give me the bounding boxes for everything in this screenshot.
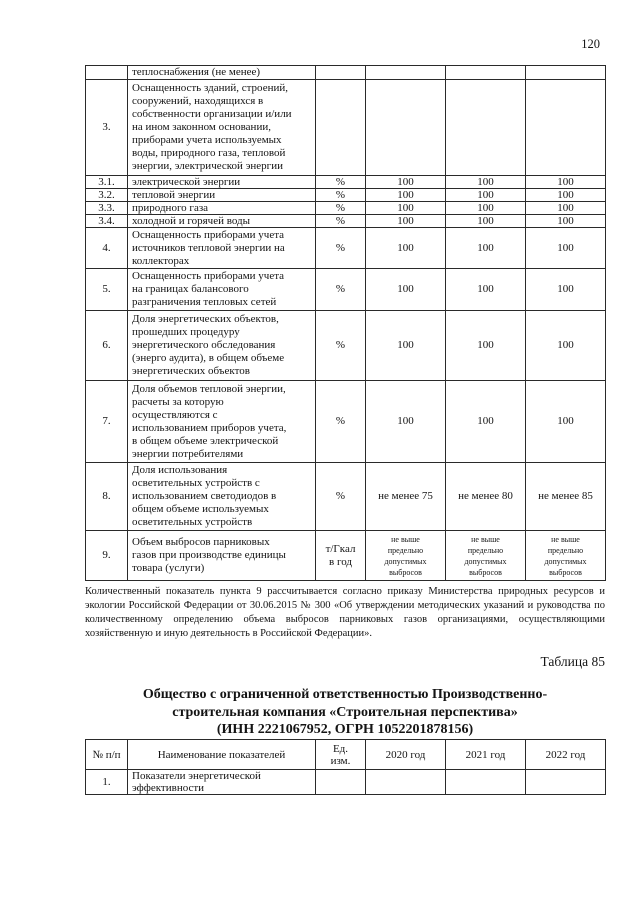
- value-cell: не менее 80: [446, 463, 526, 531]
- value-cell: 100: [526, 269, 606, 311]
- row-number-cell: 3.2.: [86, 189, 128, 202]
- value-cell: [446, 80, 526, 176]
- table-row: [86, 66, 606, 80]
- table-row: [86, 770, 606, 795]
- value-cell: не менее 75: [366, 463, 446, 531]
- table-row: [86, 531, 606, 581]
- value-cell: 100: [446, 202, 526, 215]
- indicators-table-85: [85, 739, 606, 795]
- value-cell: [366, 770, 446, 795]
- table-row: [86, 228, 606, 269]
- table-row: [86, 311, 606, 381]
- value-cell: 100: [526, 311, 606, 381]
- indicator-name-cell: Показатели энергетической эффективности: [128, 770, 316, 795]
- row-number-cell: 1.: [86, 770, 128, 795]
- value-cell: 100: [526, 202, 606, 215]
- value-cell: [366, 80, 446, 176]
- table-row: [86, 176, 606, 189]
- row-number-cell: 8.: [86, 463, 128, 531]
- value-cell: 100: [366, 228, 446, 269]
- table-row: [86, 202, 606, 215]
- value-cell: 100: [366, 215, 446, 228]
- value-cell: 100: [366, 202, 446, 215]
- value-cell: 100: [446, 311, 526, 381]
- unit-cell: %: [316, 381, 366, 463]
- value-cell: 100: [526, 381, 606, 463]
- unit-cell: %: [316, 176, 366, 189]
- value-cell: 100: [366, 381, 446, 463]
- value-cell: [446, 66, 526, 80]
- header-indicator-name: Наименование показателей: [128, 740, 316, 770]
- unit-cell: [316, 80, 366, 176]
- indicator-name-cell: природного газа: [128, 202, 316, 215]
- value-cell: 100: [446, 189, 526, 202]
- unit-cell: %: [316, 202, 366, 215]
- value-cell: 100: [526, 176, 606, 189]
- value-cell: 100: [526, 189, 606, 202]
- row-number-cell: 9.: [86, 531, 128, 581]
- unit-cell: %: [316, 189, 366, 202]
- indicator-name-cell: Оснащенность приборами учета источников тепловой энергии на коллекторах: [128, 228, 316, 269]
- indicator-name-cell: Оснащенность приборами учета на границах балансового разграничения тепловых сетей: [128, 269, 316, 311]
- row-number-cell: 3.3.: [86, 202, 128, 215]
- table-caption: Таблица 85: [540, 654, 605, 669]
- header-year-2020: 2020 год: [366, 740, 446, 770]
- indicator-name-cell: теплоснабжения (не менее): [128, 66, 316, 80]
- indicator-name-cell: холодной и горячей воды: [128, 215, 316, 228]
- row-number-cell: 3.: [86, 80, 128, 176]
- value-cell: 100: [366, 311, 446, 381]
- indicator-name-cell: Объем выбросов парниковых газов при производстве единицы товара (услуги): [128, 531, 316, 581]
- indicator-name-cell: тепловой энергии: [128, 189, 316, 202]
- organization-heading: Общество с ограниченной ответственностью Производственно- строительная компания «Строительная перспектива» (ИНН 2221067952, ОГРН 1052201878156): [142, 687, 548, 737]
- unit-cell: %: [316, 463, 366, 531]
- value-cell: 100: [446, 269, 526, 311]
- table-row: [86, 215, 606, 228]
- indicators-table-continued: [85, 65, 606, 581]
- value-cell: не выше предельно допустимых выбросов: [366, 531, 446, 581]
- value-cell: 100: [446, 176, 526, 189]
- value-cell: [526, 770, 606, 795]
- indicator-name-cell: Доля объемов тепловой энергии, расчеты за которую осуществляются с использованием приборов учета, в общем объеме электрической энергии потребителями: [128, 381, 316, 463]
- header-year-2022: 2022 год: [526, 740, 606, 770]
- value-cell: 100: [446, 381, 526, 463]
- table-row: [86, 189, 606, 202]
- unit-cell: [316, 66, 366, 80]
- row-number-cell: 5.: [86, 269, 128, 311]
- value-cell: [366, 66, 446, 80]
- indicator-name-cell: Доля использования осветительных устройств с использованием светодиодов в общем объеме используемых осветительных устройств: [128, 463, 316, 531]
- value-cell: 100: [366, 189, 446, 202]
- unit-cell: %: [316, 215, 366, 228]
- indicator-name-cell: Доля энергетических объектов, прошедших процедуру энергетического обследования (энерго аудита), в общем объеме энергетических объектов: [128, 311, 316, 381]
- value-cell: 100: [446, 228, 526, 269]
- value-cell: 100: [366, 269, 446, 311]
- table-row: [86, 269, 606, 311]
- value-cell: 100: [526, 228, 606, 269]
- value-cell: [526, 80, 606, 176]
- unit-cell: %: [316, 228, 366, 269]
- table-header-row: [86, 740, 606, 770]
- row-number-cell: 3.1.: [86, 176, 128, 189]
- row-number-cell: 6.: [86, 311, 128, 381]
- header-unit: Ед. изм.: [316, 740, 366, 770]
- unit-cell: %: [316, 269, 366, 311]
- unit-cell: т/Гкал в год: [316, 531, 366, 581]
- value-cell: [526, 66, 606, 80]
- footnote-paragraph: Количественный показатель пункта 9 рассчитывается согласно приказу Министерства природных ресурсов и экологии Российской Федерации от 30.06.2015 № 300 «Об утверждении методических указаний и руководства по количественному определению объема выбросов парниковых газов организациями, осуществляющими хозяйственную и иную деятельность в Российской Федерации».: [85, 586, 605, 639]
- value-cell: 100: [366, 176, 446, 189]
- value-cell: не выше предельно допустимых выбросов: [446, 531, 526, 581]
- value-cell: [446, 770, 526, 795]
- row-number-cell: 4.: [86, 228, 128, 269]
- value-cell: 100: [446, 215, 526, 228]
- indicator-name-cell: электрической энергии: [128, 176, 316, 189]
- header-number: № п/п: [86, 740, 128, 770]
- header-year-2021: 2021 год: [446, 740, 526, 770]
- table-row: [86, 381, 606, 463]
- indicator-name-cell: Оснащенность зданий, строений, сооружений, находящихся в собственности организации и/или на ином законном основании, приборами учета используемых воды, природного газа, тепловой энергии, электрической энергии: [128, 80, 316, 176]
- value-cell: 100: [526, 215, 606, 228]
- value-cell: не менее 85: [526, 463, 606, 531]
- value-cell: не выше предельно допустимых выбросов: [526, 531, 606, 581]
- unit-cell: [316, 770, 366, 795]
- table-row: [86, 80, 606, 176]
- table-row: [86, 463, 606, 531]
- row-number-cell: 3.4.: [86, 215, 128, 228]
- row-number-cell: 7.: [86, 381, 128, 463]
- page-number: 120: [581, 37, 600, 51]
- unit-cell: %: [316, 311, 366, 381]
- row-number-cell: [86, 66, 128, 80]
